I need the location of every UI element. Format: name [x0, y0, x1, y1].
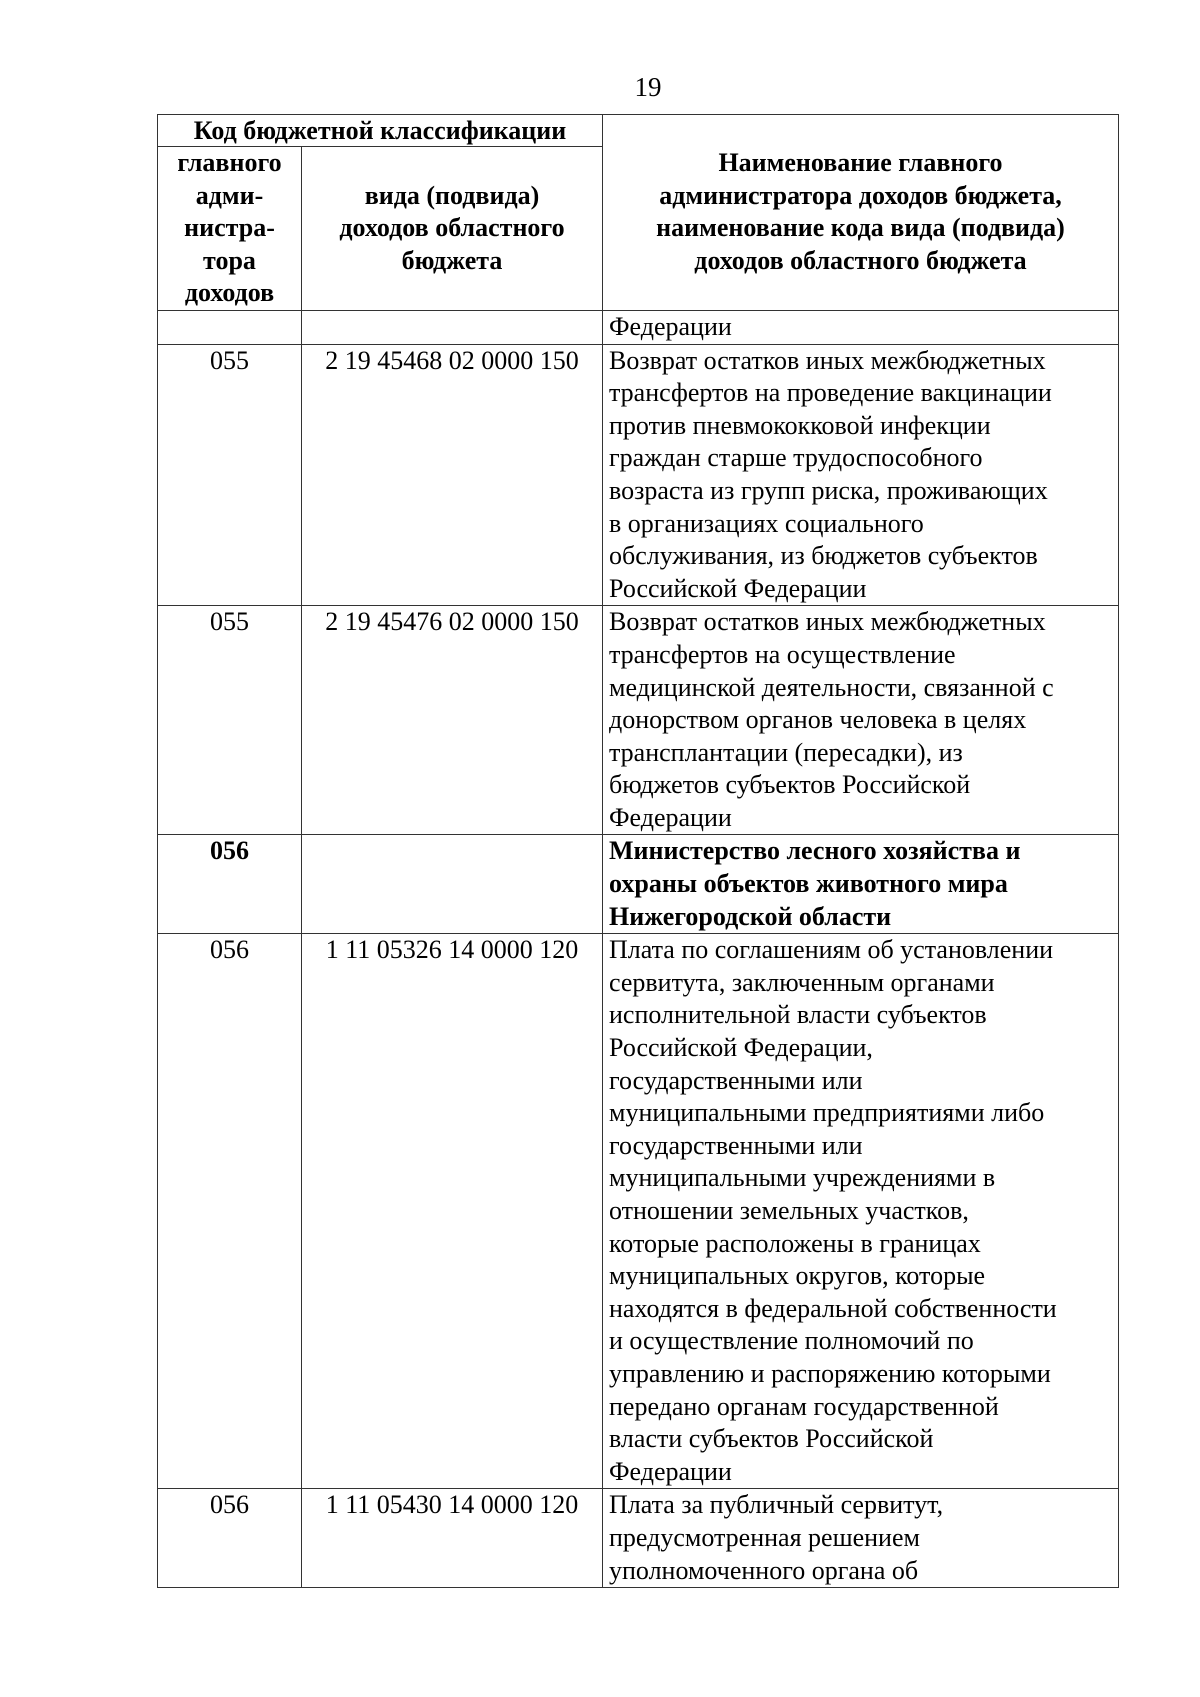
description-line: Российской Федерации,: [609, 1033, 873, 1063]
header-admin-line: адми-: [195, 180, 264, 210]
description-line: обслуживания, из бюджетов субъектов: [609, 541, 1038, 571]
description-line: отношении земельных участков,: [609, 1196, 969, 1225]
description-line: граждан старше трудоспособного: [609, 443, 983, 473]
admin-code-cell: [158, 310, 302, 344]
admin-code-cell: 055: [158, 344, 302, 606]
header-name-line: Наименование главного: [718, 148, 1003, 178]
budget-classification-table: [157, 114, 1119, 1588]
header-name-column: [603, 115, 1119, 311]
description-line: возраста из групп риска, проживающих: [609, 475, 1048, 505]
description-line: исполнительной власти субъектов: [609, 1000, 987, 1030]
header-code-line: бюджета: [401, 245, 503, 275]
description-line: Возврат остатков иных межбюджетных: [609, 607, 1046, 637]
description-line: трансфертов на проведение вакцинации: [609, 378, 1052, 408]
table-body: [158, 310, 1119, 1587]
admin-code-cell: 056: [158, 835, 302, 934]
description-line: государственными или: [609, 1065, 863, 1095]
header-admin-line: доходов: [184, 278, 275, 308]
description-line: управлению и распоряжению которыми: [609, 1358, 1051, 1388]
header-code-line: доходов областного: [339, 213, 565, 243]
header-admin-line: главного: [177, 148, 282, 177]
description-line: которые расположены в границах: [609, 1228, 981, 1258]
description-cell: [603, 1489, 1119, 1588]
table-header: [158, 115, 1119, 311]
header-name-line: наименование кода вида (подвида): [656, 213, 1065, 243]
description-line: Федерации: [609, 311, 732, 341]
description-line: Федерации: [609, 1456, 732, 1486]
budget-code-cell: [302, 835, 603, 934]
description-cell: [603, 344, 1119, 606]
header-group-label: Код бюджетной классификации: [158, 115, 603, 147]
description-line: сервитута, заключенным органами: [609, 967, 995, 997]
table-row: [158, 310, 1119, 344]
description-line: Возврат остатков иных межбюджетных: [609, 345, 1046, 375]
description-line: Российской Федерации: [609, 573, 867, 603]
header-name-line: доходов областного бюджета: [694, 246, 1027, 276]
description-line: охраны объектов животного мира: [609, 869, 1008, 899]
description-line: уполномоченного органа об: [609, 1555, 919, 1585]
header-code-column: [302, 147, 603, 311]
header-name-line: администратора доходов бюджета,: [659, 180, 1062, 210]
header-admin-line: нистра-: [184, 213, 275, 243]
table-row: [158, 934, 1119, 1489]
description-line: в организациях социального: [609, 508, 924, 538]
admin-code-cell: 056: [158, 1489, 302, 1588]
header-code-line: вида (подвида): [364, 180, 540, 210]
description-line: бюджетов субъектов Российской: [609, 770, 971, 800]
description-line: трансплантации (пересадки), из: [609, 737, 963, 767]
table-row: [158, 344, 1119, 606]
description-line: трансфертов на осуществление: [609, 639, 956, 669]
description-line: Федерации: [609, 802, 732, 832]
description-line: муниципальными учреждениями в: [609, 1163, 996, 1193]
description-cell: [603, 835, 1119, 934]
budget-code-cell: 1 11 05430 14 0000 120: [302, 1489, 603, 1588]
description-line: и осуществление полномочий по: [609, 1326, 974, 1356]
header-code-spacer: [302, 147, 602, 180]
description-cell: [603, 310, 1119, 344]
table-row: [158, 606, 1119, 835]
description-line: Нижегородской области: [609, 901, 892, 931]
description-cell: [603, 606, 1119, 835]
budget-code-cell: [302, 310, 603, 344]
description-cell: [603, 934, 1119, 1489]
description-line: медицинской деятельности, связанной с: [609, 672, 1054, 702]
description-line: Министерство лесного хозяйства и: [609, 836, 1021, 866]
description-line: государственными или: [609, 1130, 863, 1160]
table-row: [158, 835, 1119, 934]
page-number: 19: [634, 72, 662, 102]
description-line: передано органам государственной: [609, 1391, 999, 1421]
description-line: находятся в федеральной собственности: [609, 1293, 1057, 1323]
admin-code-cell: 055: [158, 606, 302, 835]
admin-code-cell: 056: [158, 934, 302, 1489]
description-line: донорством органов человека в целях: [609, 705, 1027, 735]
description-line: муниципальными предприятиями либо: [609, 1098, 1045, 1128]
description-line: против пневмококковой инфекции: [609, 410, 991, 440]
header-admin-line: тора: [203, 245, 256, 275]
budget-code-cell: 2 19 45476 02 0000 150: [302, 606, 603, 835]
description-line: предусмотренная решением: [609, 1522, 920, 1552]
budget-code-cell: 1 11 05326 14 0000 120: [302, 934, 603, 1489]
header-admin-column: [158, 147, 302, 311]
description-line: власти субъектов Российской: [609, 1424, 934, 1454]
budget-code-cell: 2 19 45468 02 0000 150: [302, 344, 603, 606]
table-row: [158, 1489, 1119, 1588]
description-line: Плата за публичный сервитут,: [609, 1490, 944, 1520]
description-line: Плата по соглашениям об установлении: [609, 935, 1054, 965]
description-line: муниципальных округов, которые: [609, 1261, 986, 1291]
